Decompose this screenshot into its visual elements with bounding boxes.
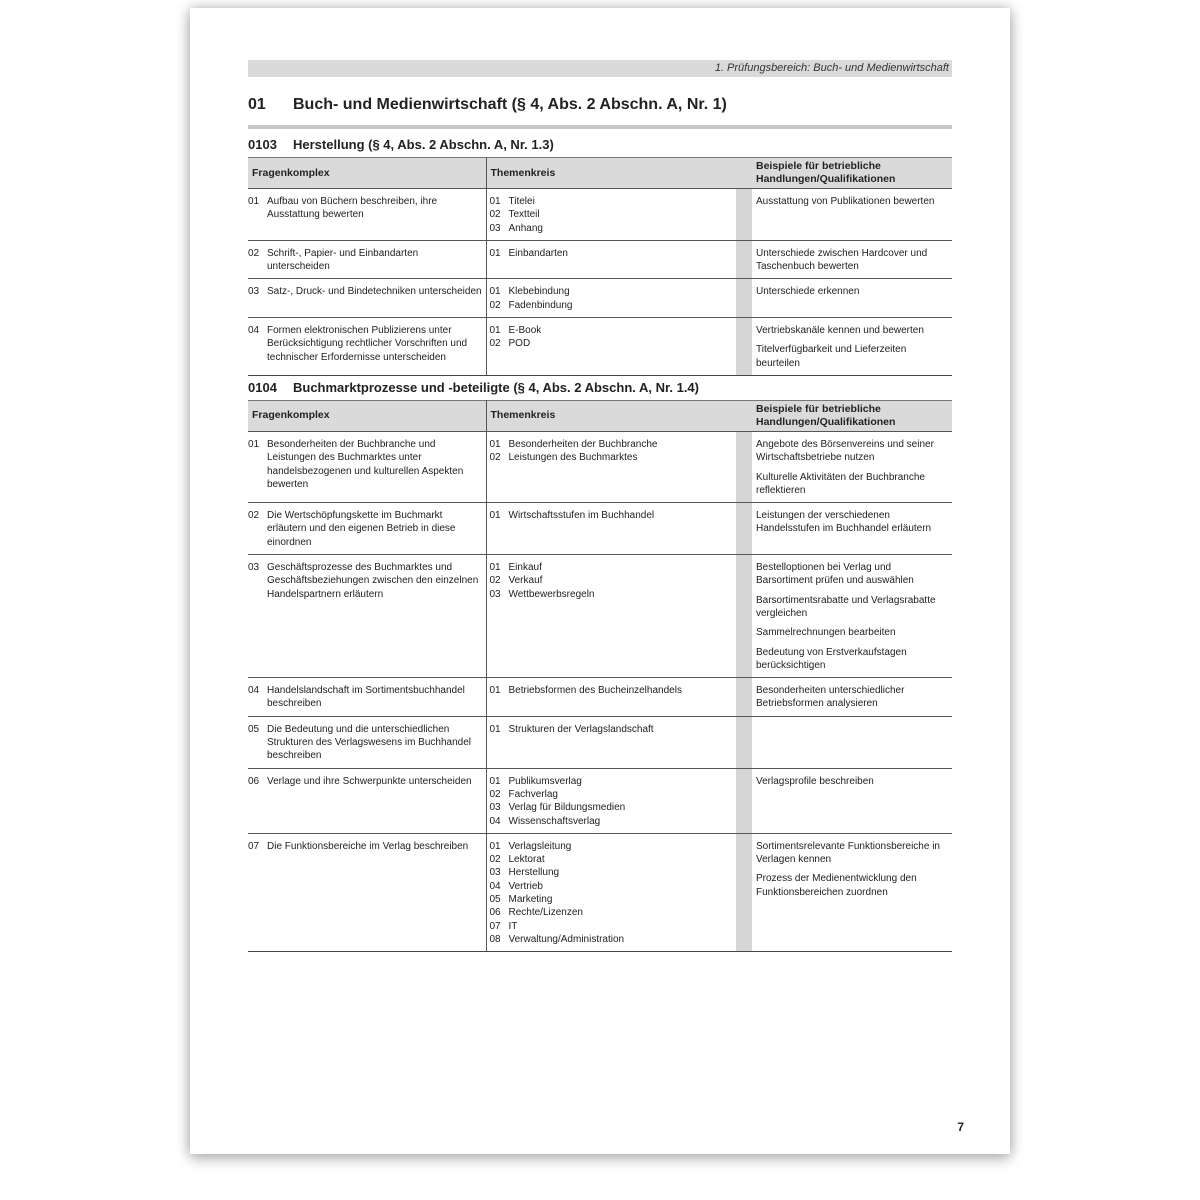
topic-number: 02: [489, 788, 501, 800]
section-title: Buchmarktprozesse und -beteiligte (§ 4, Abs. 2 Abschn. A, Nr. 1.4): [293, 379, 699, 395]
topic-text: Wettbewerbsregeln: [508, 588, 595, 600]
item-number: 03: [248, 562, 260, 574]
topic-text: Marketing: [508, 893, 553, 905]
example-text: Bestelloptionen bei Verlag und Barsortiment prüfen und auswählen: [756, 562, 914, 587]
topic-number: 03: [489, 802, 501, 814]
fragenkomplex-cell: [248, 431, 486, 502]
themenkreis-cell: [486, 768, 736, 833]
topic-number: 06: [489, 907, 501, 919]
table-row: [248, 833, 952, 951]
topic-item: [490, 195, 734, 208]
gray-gutter: [736, 318, 752, 376]
topic-item: [490, 438, 734, 451]
example-text: Kulturelle Aktivitäten der Buchbranche reflektieren: [756, 471, 925, 496]
topic-number: 01: [489, 510, 501, 522]
beispiele-cell: [752, 555, 952, 678]
topic-item: [490, 561, 734, 574]
themenkreis-cell: [486, 431, 736, 502]
table-row: [248, 716, 952, 768]
topic-text: Verlagsleitung: [508, 840, 572, 852]
item-text: Aufbau von Büchern beschreiben, ihre Ausstattung bewerten: [267, 196, 438, 221]
header-fragenkomplex: Fragenkomplex: [248, 400, 486, 431]
beispiele-cell: [752, 189, 952, 241]
topic-item: [490, 906, 734, 919]
item-text: Die Funktionsbereiche im Verlag beschreiben: [267, 840, 469, 852]
example-text: Leistungen der verschiedenen Handelsstufen im Buchhandel erläutern: [756, 510, 932, 535]
gray-gutter: [736, 431, 752, 502]
topic-number: 03: [489, 222, 501, 234]
themenkreis-cell: [486, 716, 736, 768]
header-fragenkomplex: Fragenkomplex: [248, 158, 486, 189]
topic-text: Publikumsverlag: [508, 775, 582, 787]
fragenkomplex-item: [248, 684, 483, 711]
beispiele-cell: [752, 716, 952, 768]
topic-item: [490, 866, 734, 879]
chapter-rule: [248, 125, 952, 129]
section-title: Herstellung (§ 4, Abs. 2 Abschn. A, Nr. 1.3): [293, 137, 554, 152]
item-text: Handelslandschaft im Sortimentsbuchhandel beschreiben: [267, 685, 465, 710]
chapter-heading: [248, 93, 952, 117]
topic-number: 05: [489, 893, 501, 905]
example-text: Sammelrechnungen bearbeiten: [756, 627, 896, 639]
topic-text: Klebebindung: [508, 286, 570, 298]
example-text: Sortimentsrelevante Funktionsbereiche in Verlagen kennen: [756, 840, 940, 866]
item-text: Formen elektronischen Publizierens unter Berücksichtigung rechtlicher Vorschriften und technischer Erfordernisse unterscheiden: [267, 325, 468, 363]
fragenkomplex-item: [248, 247, 483, 274]
topic-number: 02: [489, 209, 501, 221]
topic-text: Besonderheiten der Buchbranche: [508, 438, 658, 450]
item-text: Satz-, Druck- und Bindetechniken unterscheiden: [267, 286, 482, 298]
topic-text: E-Book: [508, 325, 542, 337]
beispiele-cell: [752, 318, 952, 376]
topic-item: [490, 509, 734, 522]
topic-item: [490, 801, 734, 814]
topic-number: 07: [489, 920, 501, 932]
beispiele-cell: [752, 503, 952, 555]
topic-item: [490, 451, 734, 464]
topic-number: 01: [489, 562, 501, 574]
topic-text: Vertrieb: [508, 880, 543, 892]
header-themenkreis: Themenkreis: [486, 400, 752, 431]
topic-text: Einbandarten: [508, 247, 568, 259]
topic-item: [490, 247, 734, 260]
topic-text: Rechte/Lizenzen: [508, 907, 583, 919]
table-row: [248, 503, 952, 555]
table-header-row: [248, 400, 952, 431]
item-number: 04: [248, 325, 260, 337]
topic-item: [490, 337, 734, 350]
example-text: Unterschiede erkennen: [756, 286, 860, 298]
gray-gutter: [736, 503, 752, 555]
fragenkomplex-cell: [248, 318, 486, 376]
item-number: 07: [248, 840, 260, 852]
header-beispiele: Beispiele für betriebliche Handlungen/Qualifikationen: [752, 400, 952, 431]
fragenkomplex-cell: [248, 555, 486, 678]
gray-gutter: [736, 279, 752, 318]
chapter-title: Buch- und Medienwirtschaft (§ 4, Abs. 2 Abschn. A, Nr. 1): [293, 96, 727, 113]
table-row: [248, 189, 952, 241]
topic-number: 02: [489, 575, 501, 587]
topic-text: Verwaltung/Administration: [508, 933, 625, 945]
section-number: 0103: [248, 137, 277, 152]
header-beispiele: Beispiele für betriebliche Handlungen/Qualifikationen: [752, 158, 952, 189]
fragenkomplex-item: [248, 324, 483, 364]
themenkreis-cell: [486, 189, 736, 241]
item-text: Verlage und ihre Schwerpunkte unterscheiden: [267, 775, 472, 787]
topic-item: [490, 324, 734, 337]
fragenkomplex-item: [248, 723, 483, 763]
gray-gutter: [736, 555, 752, 678]
topic-number: 04: [489, 815, 501, 827]
themenkreis-cell: [486, 555, 736, 678]
item-text: Besonderheiten der Buchbranche und Leistungen des Buchmarktes unter handelsbezogenen und kulturellen Aspekten bewerten: [267, 438, 464, 490]
topic-number: 01: [489, 286, 501, 298]
item-number: 02: [248, 247, 260, 259]
topic-number: 08: [489, 933, 501, 945]
topic-text: Herstellung: [508, 867, 560, 879]
fragenkomplex-cell: [248, 716, 486, 768]
gray-gutter: [736, 189, 752, 241]
fragenkomplex-cell: [248, 678, 486, 717]
fragenkomplex-cell: [248, 833, 486, 951]
topic-item: [490, 285, 734, 298]
topic-number: 02: [489, 338, 501, 350]
topic-number: 01: [489, 438, 501, 450]
fragenkomplex-cell: [248, 240, 486, 279]
themenkreis-cell: [486, 240, 736, 279]
topic-text: Verlag für Bildungsmedien: [508, 802, 626, 814]
topic-item: [490, 880, 734, 893]
gray-gutter: [736, 833, 752, 951]
topic-number: 02: [489, 299, 501, 311]
beispiele-cell: [752, 678, 952, 717]
table-header-row: [248, 158, 952, 189]
example-text: Bedeutung von Erstverkaufstagen berücksichtigen: [756, 646, 907, 671]
themenkreis-cell: [486, 279, 736, 318]
fragenkomplex-item: [248, 285, 483, 298]
themenkreis-cell: [486, 678, 736, 717]
fragenkomplex-cell: [248, 503, 486, 555]
fragenkomplex-cell: [248, 279, 486, 318]
beispiele-cell: [752, 833, 952, 951]
beispiele-cell: [752, 768, 952, 833]
topic-number: 01: [489, 840, 501, 852]
gray-gutter: [736, 716, 752, 768]
document-page: [190, 8, 1010, 1154]
table-row: [248, 318, 952, 376]
table-row: [248, 555, 952, 678]
example-text: Angebote des Börsenvereins und seiner Wirtschaftsbetriebe nutzen: [756, 438, 934, 464]
topic-text: POD: [508, 338, 531, 350]
beispiele-cell: [752, 279, 952, 318]
gray-gutter: [736, 678, 752, 717]
example-text: Titelverfügbarkeit und Lieferzeiten beurteilen: [756, 344, 907, 369]
gray-gutter: [736, 768, 752, 833]
topic-number: 01: [489, 685, 501, 697]
topic-number: 03: [489, 588, 501, 600]
section-table: [248, 400, 952, 952]
topic-item: [490, 815, 734, 828]
topic-text: Strukturen der Verlagslandschaft: [508, 723, 654, 735]
item-number: 01: [248, 196, 260, 207]
example-text: Ausstattung von Publikationen bewerten: [756, 196, 935, 207]
fragenkomplex-cell: [248, 768, 486, 833]
themenkreis-cell: [486, 833, 736, 951]
topic-number: 02: [489, 452, 501, 464]
running-head: 1. Prüfungsbereich: Buch- und Medienwirtschaft: [248, 60, 952, 77]
chapter-number: 01: [248, 96, 266, 113]
fragenkomplex-item: [248, 561, 483, 601]
topic-text: Leistungen des Buchmarktes: [508, 452, 638, 464]
topic-item: [490, 588, 734, 601]
topic-text: Verkauf: [508, 575, 543, 587]
page-number: 7: [957, 1120, 964, 1134]
section-heading: [248, 376, 952, 400]
topic-item: [490, 574, 734, 587]
topic-item: [490, 853, 734, 866]
topic-number: 01: [489, 196, 501, 207]
themenkreis-cell: [486, 503, 736, 555]
topic-text: Betriebsformen des Bucheinzelhandels: [508, 685, 682, 697]
item-text: Geschäftsprozesse des Buchmarktes und Geschäftsbeziehungen zwischen den einzelnen Handelspartnern erläutern: [267, 562, 479, 600]
item-number: 06: [248, 775, 260, 787]
fragenkomplex-item: [248, 438, 483, 491]
section-heading: [248, 133, 952, 157]
example-text: Prozess der Medienentwicklung den Funktionsbereichen zuordnen: [756, 873, 917, 898]
item-number: 05: [248, 723, 260, 735]
table-row: [248, 279, 952, 318]
example-text: Barsortimentsrabatte und Verlagsrabatte vergleichen: [756, 594, 936, 619]
example-text: Verlagsprofile beschreiben: [756, 775, 874, 787]
item-text: Die Bedeutung und die unterschiedlichen Strukturen des Verlagswesens im Buchhandel beschreiben: [267, 723, 472, 762]
topic-text: IT: [508, 920, 518, 932]
topic-item: [490, 775, 734, 788]
topic-item: [490, 840, 734, 853]
topic-item: [490, 299, 734, 312]
topic-number: 01: [489, 723, 501, 735]
item-text: Schrift-, Papier- und Einbandarten unterscheiden: [267, 247, 419, 273]
table-row: [248, 431, 952, 502]
topic-item: [490, 222, 734, 235]
topic-text: Textteil: [508, 209, 540, 221]
example-text: Besonderheiten unterschiedlicher Betriebsformen analysieren: [756, 685, 905, 710]
item-number: 02: [248, 510, 260, 522]
item-number: 03: [248, 286, 260, 298]
item-number: 04: [248, 685, 260, 697]
topic-item: [490, 723, 734, 736]
topic-text: Wirtschaftsstufen im Buchhandel: [508, 510, 655, 522]
topic-text: Fachverlag: [508, 788, 558, 800]
fragenkomplex-item: [248, 509, 483, 549]
table-row: [248, 678, 952, 717]
topic-item: [490, 684, 734, 697]
topic-number: 02: [489, 854, 501, 866]
sections-container: [248, 133, 952, 952]
section-table: [248, 157, 952, 376]
topic-text: Wissenschaftsverlag: [508, 815, 601, 827]
item-text: Die Wertschöpfungskette im Buchmarkt erläutern und den eigenen Betrieb in diese einordnen: [267, 510, 456, 548]
topic-item: [490, 893, 734, 906]
gray-gutter: [736, 240, 752, 279]
topic-item: [490, 208, 734, 221]
example-text: Unterschiede zwischen Hardcover und Taschenbuch bewerten: [756, 247, 928, 273]
topic-item: [490, 920, 734, 933]
topic-number: 01: [489, 247, 501, 259]
topic-text: Einkauf: [508, 562, 542, 574]
topic-text: Lektorat: [508, 854, 545, 866]
topic-text: Titelei: [508, 196, 535, 207]
topic-item: [490, 933, 734, 946]
topic-text: Anhang: [508, 222, 543, 234]
page-content: [248, 60, 952, 952]
table-row: [248, 240, 952, 279]
topic-number: 01: [489, 775, 501, 787]
table-row: [248, 768, 952, 833]
topic-item: [490, 788, 734, 801]
topic-number: 04: [489, 880, 501, 892]
themenkreis-cell: [486, 318, 736, 376]
beispiele-cell: [752, 431, 952, 502]
fragenkomplex-cell: [248, 189, 486, 241]
topic-number: 03: [489, 867, 501, 879]
fragenkomplex-item: [248, 840, 483, 853]
item-number: 01: [248, 438, 260, 450]
header-themenkreis: Themenkreis: [486, 158, 752, 189]
fragenkomplex-item: [248, 775, 483, 788]
fragenkomplex-item: [248, 195, 483, 222]
section-number: 0104: [248, 379, 277, 395]
topic-number: 01: [489, 325, 501, 337]
topic-text: Fadenbindung: [508, 299, 573, 311]
beispiele-cell: [752, 240, 952, 279]
example-text: Vertriebskanäle kennen und bewerten: [756, 325, 924, 337]
